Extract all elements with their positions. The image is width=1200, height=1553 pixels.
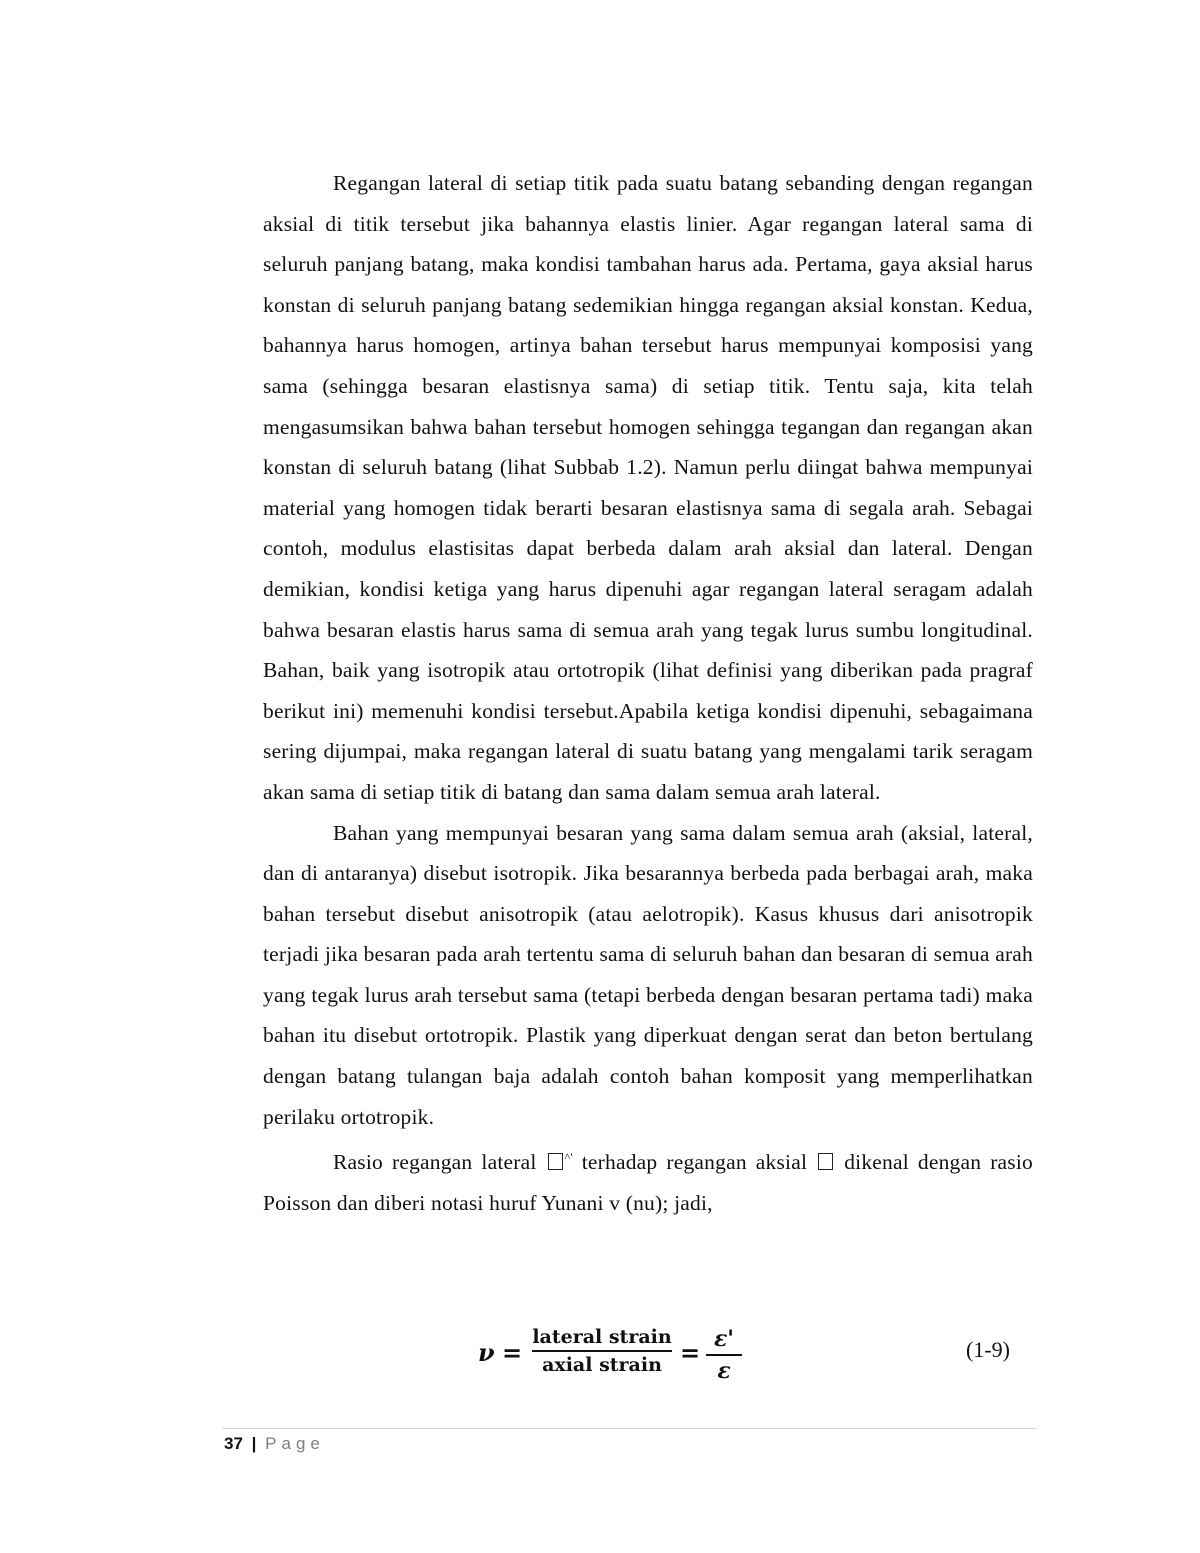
paragraph-3-part1: Rasio regangan lateral (333, 1150, 546, 1175)
missing-glyph-box (548, 1153, 563, 1170)
formula-equals-1: = (502, 1338, 523, 1367)
paragraph-3-part3: dikenal dengan rasio Poisson dan diberi notasi huruf Yunani v (nu); jadi, (263, 1150, 1033, 1215)
fraction-symbols (706, 1326, 742, 1384)
fraction-symbol-bar (706, 1354, 742, 1356)
fraction-denominator: axial strain (542, 1354, 662, 1376)
paragraph-3 (263, 1137, 1033, 1223)
formula-nu: ν (478, 1338, 495, 1367)
page-label: Page (265, 1434, 325, 1453)
poisson-ratio-formula (470, 1318, 770, 1388)
superscript-mark: ^' (564, 1150, 573, 1165)
formula-equals-2: = (680, 1338, 701, 1367)
equation-number: (1-9) (966, 1337, 1010, 1362)
paragraph-1: Regangan lateral di setiap titik pada suatu batang sebanding dengan regangan aksial di titik tersebut jika bahannya elastis linier. Agar regangan lateral sama di seluruh panjang batang, maka kondisi tambahan harus ada. Pertama, gaya aksial harus konstan di seluruh panjang batang sedemikian hingga regangan aksial konstan. Kedua, bahannya harus homogen, artinya bahan tersebut harus mempunyai komposisi yang sama (sehingga besaran elastisnya sama) di setiap titik. Tentu saja, kita telah mengasumsikan bahwa bahan tersebut homogen sehingga tegangan dan regangan akan konstan di seluruh batang (lihat Subbab 1.2). Namun perlu diingat bahwa mempunyai material yang homogen tidak berarti besaran elastisnya sama di segala arah. Sebagai contoh, modulus elastisitas dapat berbeda dalam arah aksial dan lateral. Dengan demikian, kondisi ketiga yang harus dipenuhi agar regangan lateral seragam adalah bahwa besaran elastis harus sama di semua arah yang tegak lurus sumbu longitudinal. Bahan, baik yang isotropik atau ortotropik (lihat definisi yang diberikan pada pragraf berikut ini) memenuhi kondisi tersebut.Apabila ketiga kondisi dipenuhi, sebagaimana sering dijumpai, maka regangan lateral di suatu batang yang mengalami tarik seragam akan sama di setiap titik di batang dan sama dalam semua arah lateral. (263, 171, 1033, 804)
fraction-bar (532, 1350, 672, 1352)
fraction-symbol-numerator: ε' (713, 1326, 735, 1352)
body-text (263, 163, 1033, 1224)
paragraph-3-part2: terhadap regangan aksial (572, 1150, 817, 1175)
fraction-words (532, 1326, 672, 1376)
footer-separator: | (251, 1434, 257, 1453)
footer-divider (222, 1428, 1037, 1429)
fraction-symbol-denominator: ε (717, 1358, 731, 1384)
page-footer (224, 1434, 325, 1454)
paragraph-2: Bahan yang mempunyai besaran yang sama dalam semua arah (aksial, lateral, dan di antaranya) disebut isotropik. Jika besarannya berbeda pada berbagai arah, maka bahan tersebut disebut anisotropik (atau aelotropik). Kasus khusus dari anisotropik terjadi jika besaran pada arah tertentu sama di seluruh bahan dan besaran di semua arah yang tegak lurus arah tersebut sama (tetapi berbeda dengan besaran pertama tadi) maka bahan itu disebut ortotropik. Plastik yang diperkuat dengan serat dan beton bertulang dengan batang tulangan baja adalah contoh bahan komposit yang memperlihatkan perilaku ortotropik. (263, 820, 1033, 1129)
page-number: 37 (224, 1434, 243, 1453)
missing-glyph-box (818, 1153, 833, 1170)
fraction-numerator: lateral strain (532, 1326, 672, 1348)
